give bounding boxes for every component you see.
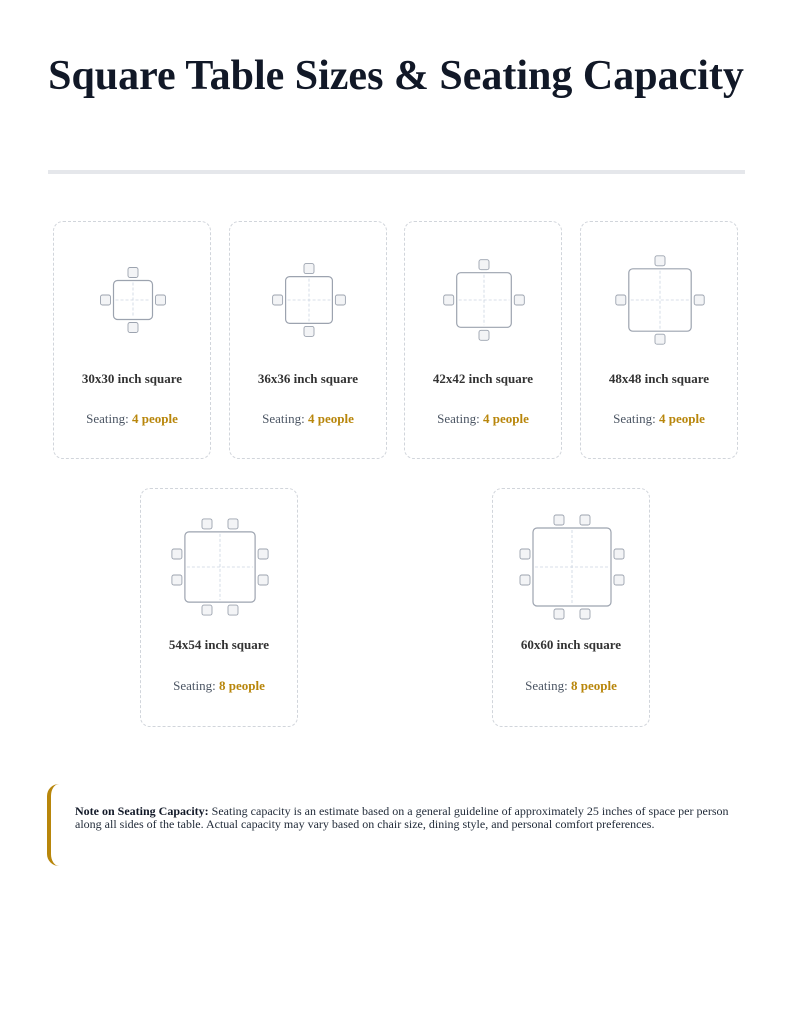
chair bbox=[554, 609, 564, 619]
chair bbox=[172, 549, 182, 559]
table-size-label: 54x54 inch square bbox=[168, 637, 270, 652]
chair bbox=[101, 295, 111, 305]
seating-capacity bbox=[405, 411, 561, 427]
chair bbox=[655, 256, 665, 266]
chair bbox=[304, 264, 314, 274]
table-size-label: 60x60 inch square bbox=[520, 637, 622, 652]
table-card-30x30 bbox=[53, 221, 211, 459]
square-table-diagram bbox=[54, 222, 212, 372]
table-card-60x60 bbox=[492, 488, 650, 727]
chair bbox=[273, 295, 283, 305]
table-card-48x48 bbox=[580, 221, 738, 459]
seat-count: 4 people bbox=[658, 411, 705, 426]
seating-prefix: Seating: bbox=[262, 411, 305, 426]
chair bbox=[258, 575, 268, 585]
seating-note bbox=[47, 784, 737, 866]
chair bbox=[258, 549, 268, 559]
chair bbox=[655, 334, 665, 344]
note-body: Seating capacity is an estimate based on a general guideline of approximately 25 inches of space per person along all sides of the table. Actual capacity may vary based on chair size, dining style, and personal comfort preferences. bbox=[75, 804, 729, 831]
chair bbox=[554, 515, 564, 525]
chair bbox=[614, 575, 624, 585]
chair bbox=[228, 605, 238, 615]
seating-prefix: Seating: bbox=[525, 678, 568, 693]
seating-capacity bbox=[230, 411, 386, 427]
square-table-diagram bbox=[493, 489, 651, 639]
seating-prefix: Seating: bbox=[173, 678, 216, 693]
chair bbox=[202, 519, 212, 529]
square-table-diagram bbox=[581, 222, 739, 372]
chair bbox=[444, 295, 454, 305]
seat-count: 8 people bbox=[570, 678, 617, 693]
title-divider bbox=[48, 170, 745, 174]
chair bbox=[694, 295, 704, 305]
seating-prefix: Seating: bbox=[86, 411, 129, 426]
chair bbox=[580, 515, 590, 525]
chair bbox=[172, 575, 182, 585]
chair bbox=[479, 260, 489, 270]
chair bbox=[520, 575, 530, 585]
chair bbox=[128, 268, 138, 278]
note-heading: Note on Seating Capacity: bbox=[75, 804, 209, 818]
square-table-diagram bbox=[405, 222, 563, 372]
chair bbox=[520, 549, 530, 559]
chair bbox=[616, 295, 626, 305]
chair bbox=[202, 605, 212, 615]
note-accent-bar bbox=[47, 784, 59, 866]
square-table-diagram bbox=[141, 489, 299, 639]
chair bbox=[304, 326, 314, 336]
chair bbox=[228, 519, 238, 529]
seating-prefix: Seating: bbox=[613, 411, 656, 426]
seat-count: 4 people bbox=[131, 411, 178, 426]
chair bbox=[614, 549, 624, 559]
table-card-36x36 bbox=[229, 221, 387, 459]
chair bbox=[156, 295, 166, 305]
table-size-label: 30x30 inch square bbox=[81, 371, 183, 386]
table-size-label: 42x42 inch square bbox=[432, 371, 534, 386]
seat-count: 4 people bbox=[307, 411, 354, 426]
chair bbox=[514, 295, 524, 305]
table-size-label: 48x48 inch square bbox=[608, 371, 710, 386]
chair bbox=[128, 323, 138, 333]
chair bbox=[335, 295, 345, 305]
seating-capacity bbox=[581, 411, 737, 427]
page-title: Square Table Sizes & Seating Capacity bbox=[48, 53, 744, 99]
square-table-diagram bbox=[230, 222, 388, 372]
seating-prefix: Seating: bbox=[437, 411, 480, 426]
seating-capacity bbox=[54, 411, 210, 427]
seat-count: 4 people bbox=[482, 411, 529, 426]
seating-capacity bbox=[493, 678, 649, 694]
chair bbox=[580, 609, 590, 619]
seat-count: 8 people bbox=[218, 678, 265, 693]
note-text bbox=[75, 805, 737, 831]
table-size-label: 36x36 inch square bbox=[257, 371, 359, 386]
seating-capacity bbox=[141, 678, 297, 694]
table-card-54x54 bbox=[140, 488, 298, 727]
chair bbox=[479, 330, 489, 340]
table-card-42x42 bbox=[404, 221, 562, 459]
